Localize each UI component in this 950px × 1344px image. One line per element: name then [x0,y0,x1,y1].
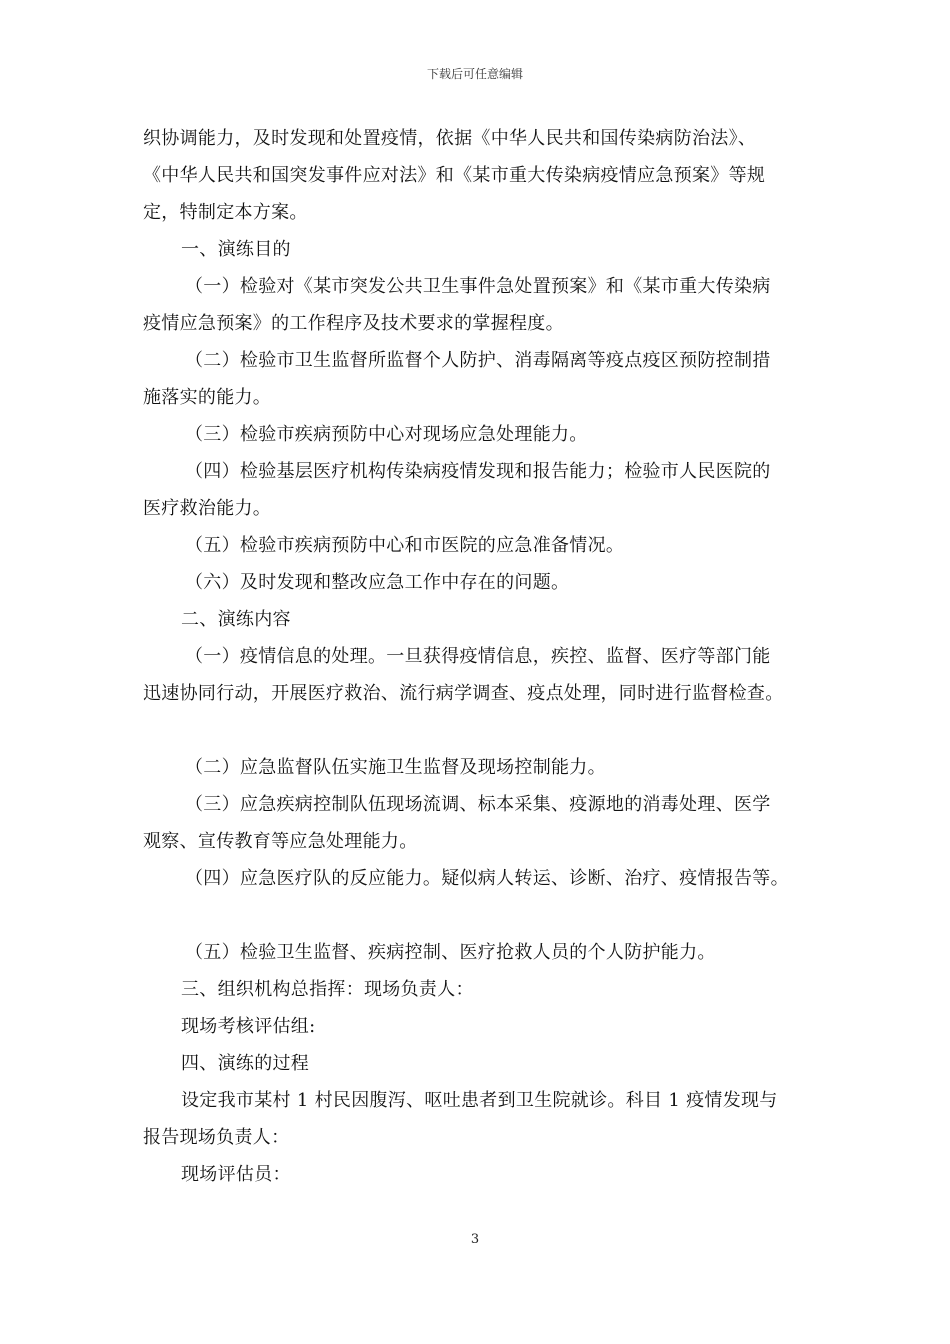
section-heading: 三、组织机构总指挥：现场负责人： [181,979,474,1000]
paragraph-line: 观察、宣传教育等应急处理能力。 [143,831,418,852]
paragraph-line: 设定我市某村 1 村民因腹泻、呕吐患者到卫生院就诊。科目 1 疫情发现与 [181,1090,778,1111]
paragraph-line: （三）检验市疾病预防中心对现场应急处理能力。 [185,424,588,445]
paragraph-line: 疫情应急预案》的工作程序及技术要求的掌握程度。 [143,313,564,334]
paragraph-line: 织协调能力，及时发现和处置疫情，依据《中华人民共和国传染病防治法》、 [143,128,757,149]
section-heading: 二、演练内容 [181,609,291,630]
paragraph-line: 迅速协同行动，开展医疗救治、流行病学调查、疫点处理，同时进行监督检查。 [143,683,784,704]
paragraph-line: （四）应急医疗队的反应能力。疑似病人转运、诊断、治疗、疫情报告等。 [185,868,789,889]
paragraph-line: （四）检验基层医疗机构传染病疫情发现和报告能力；检验市人民医院的 [185,461,771,482]
paragraph-line: 施落实的能力。 [143,387,272,408]
paragraph-line: 《中华人民共和国突发事件应对法》和《某市重大传染病疫情应急预案》等规 [143,165,766,186]
paragraph-line: （二）应急监督队伍实施卫生监督及现场控制能力。 [185,757,606,778]
paragraph-line: （一）疫情信息的处理。一旦获得疫情信息，疾控、监督、医疗等部门能 [185,646,771,667]
paragraph-line: 现场考核评估组: [181,1016,316,1037]
blank-line [143,712,818,749]
paragraph-line: 定，特制定本方案。 [143,202,308,223]
paragraph-line: （五）检验市疾病预防中心和市医院的应急准备情况。 [185,535,625,556]
paragraph-line: （六）及时发现和整改应急工作中存在的问题。 [185,572,570,593]
document-body [143,120,818,1193]
paragraph-line: （一）检验对《某市突发公共卫生事件急处置预案》和《某市重大传染病 [185,276,771,297]
paragraph-line: 医疗救治能力。 [143,498,272,519]
paragraph-line: 报告现场负责人： [143,1127,290,1148]
section-heading: 四、演练的过程 [181,1053,310,1074]
paragraph-line: 现场评估员： [181,1164,291,1185]
section-heading: 一、演练目的 [181,239,291,260]
page-number: 3 [470,1232,480,1247]
paragraph-line: （五）检验卫生监督、疾病控制、医疗抢救人员的个人防护能力。 [185,942,716,963]
blank-line [143,897,818,934]
page-header: 下载后可任意编辑 [426,67,523,81]
paragraph-line: （三）应急疾病控制队伍现场流调、标本采集、疫源地的消毒处理、医学 [185,794,771,815]
paragraph-line: （二）检验市卫生监督所监督个人防护、消毒隔离等疫点疫区预防控制措 [185,350,771,371]
